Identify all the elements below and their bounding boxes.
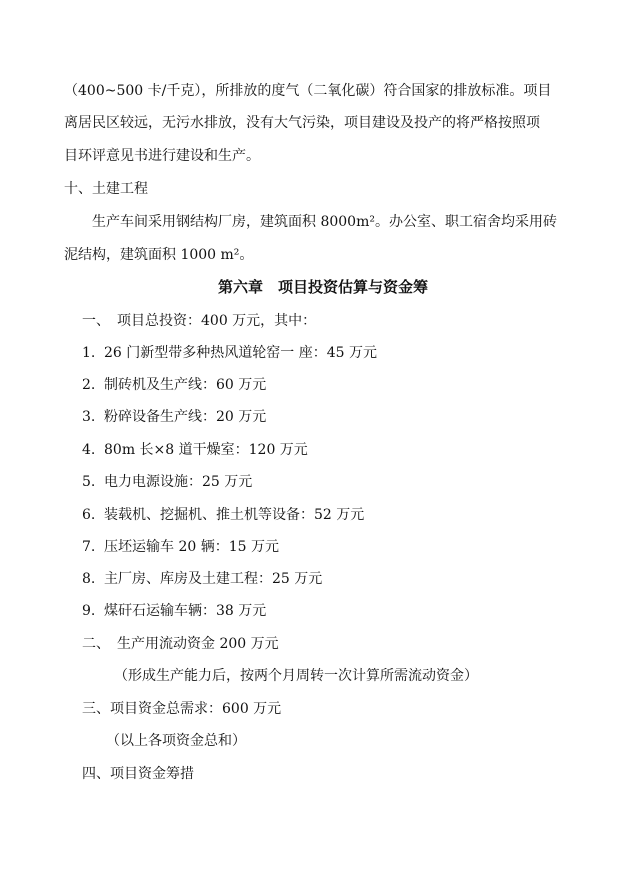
investment-item xyxy=(82,343,377,363)
civil-works-para-line-1: 生产车间采用钢结构厂房，建筑面积 8000m²。办公室、职工宿舍均采用砖 xyxy=(92,214,557,230)
item-text: 粉碎设备生产线：20 万元 xyxy=(104,409,267,425)
item-number: 8. xyxy=(82,571,96,587)
item-text: 80m 长×8 道干燥室：120 万元 xyxy=(104,442,308,458)
item-text: 装载机、挖掘机、推土机等设备：52 万元 xyxy=(104,507,365,523)
item-number: 4. xyxy=(82,442,96,458)
total-requirement-heading: 三、项目资金总需求：600 万元 xyxy=(82,701,282,717)
item-text: 26 门新型带多种热风道轮窑一 座：45 万元 xyxy=(104,345,377,361)
item-text: 电力电源设施：25 万元 xyxy=(104,474,253,490)
investment-item xyxy=(82,472,252,492)
item-number: 7. xyxy=(82,539,96,555)
investment-item xyxy=(82,601,266,621)
item-text: 制砖机及生产线：60 万元 xyxy=(104,377,267,393)
intro-line-3: 目环评意见书进行建设和生产。 xyxy=(64,148,260,164)
financing-heading: 四、项目资金筹措 xyxy=(82,766,194,782)
investment-item xyxy=(82,505,364,525)
intro-line-2: 离居民区较远，无污水排放，没有大气污染，项目建设及投产的将严格按照项 xyxy=(64,115,540,131)
investment-heading: 一、 项目总投资：400 万元，其中： xyxy=(82,313,317,329)
item-number: 3. xyxy=(82,409,96,425)
total-requirement-note: （以上各项资金总和） xyxy=(106,733,246,749)
intro-line-1: （400~500 卡/千克），所排放的度气（二氧化碳）符合国家的排放标准。项目 xyxy=(64,83,552,99)
chapter-title: 第六章 项目投资估算与资金筹 xyxy=(218,278,429,296)
item-number: 9. xyxy=(82,603,96,619)
item-number: 6. xyxy=(82,507,96,523)
section-title-civil-works: 十、土建工程 xyxy=(64,181,148,197)
item-text: 压坯运输车 20 辆：15 万元 xyxy=(104,539,279,555)
item-text: 煤矸石运输车辆：38 万元 xyxy=(104,603,267,619)
item-number: 2. xyxy=(82,377,96,393)
working-capital-note: （形成生产能力后，按两个月周转一次计算所需流动资金） xyxy=(114,668,478,684)
civil-works-para-line-2: 泥结构，建筑面积 1000 m²。 xyxy=(64,247,254,263)
item-text: 主厂房、库房及土建工程：25 万元 xyxy=(104,571,323,587)
investment-item xyxy=(82,537,279,557)
investment-item xyxy=(82,375,266,395)
investment-item xyxy=(82,407,266,427)
working-capital-heading: 二、 生产用流动资金 200 万元 xyxy=(82,636,279,652)
item-number: 5. xyxy=(82,474,96,490)
investment-item xyxy=(82,440,308,460)
item-number: 1. xyxy=(82,345,96,361)
investment-item xyxy=(82,569,322,589)
